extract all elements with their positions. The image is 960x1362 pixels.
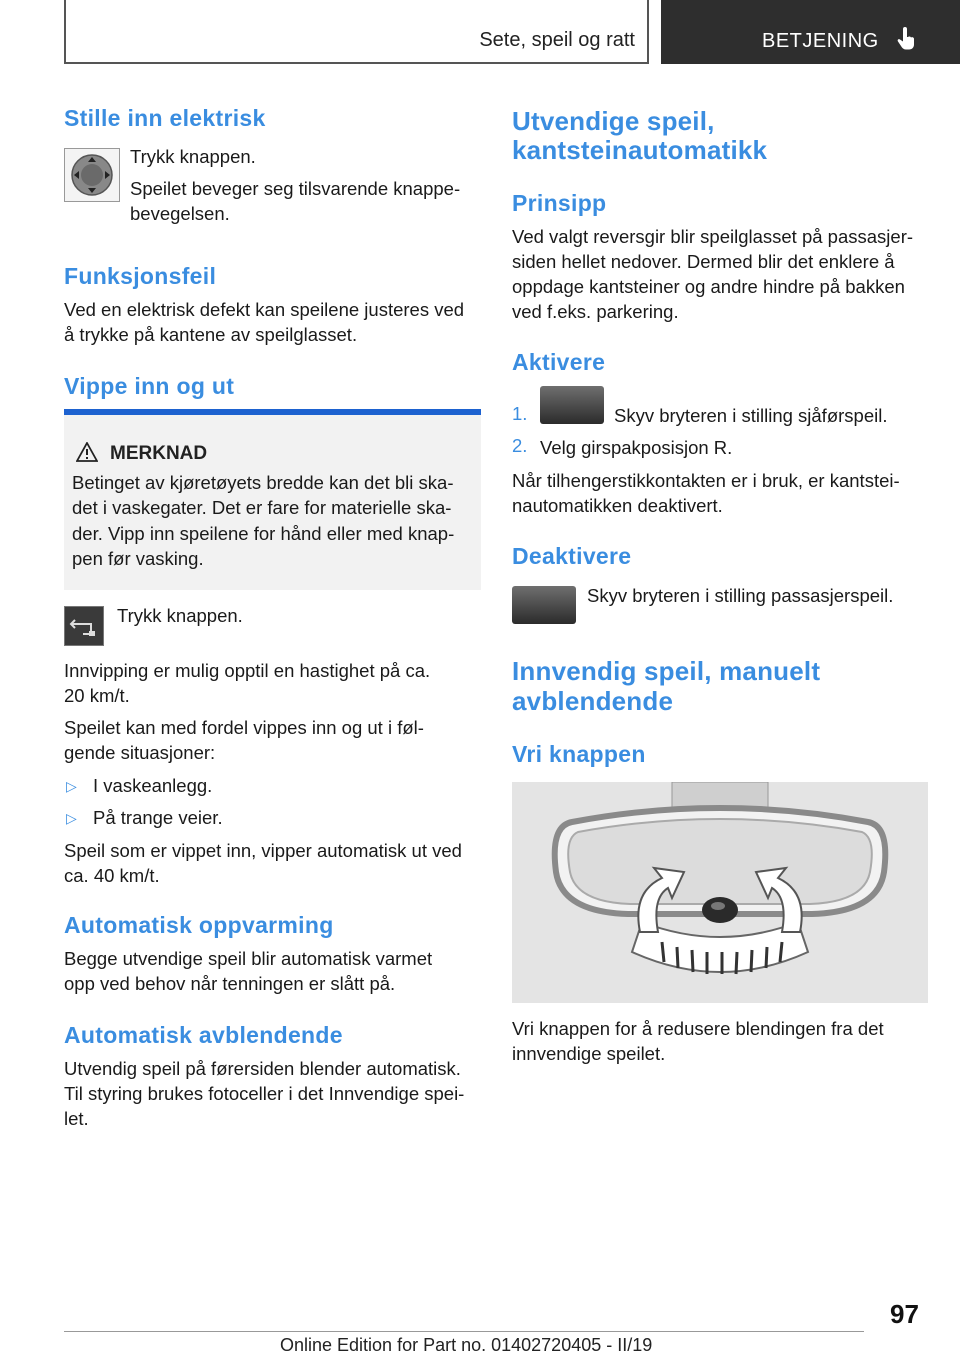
- fold-text-1: Innvipping er mulig opptil en hastighet på ca.: [64, 660, 431, 681]
- switch-passenger-position-image: [512, 586, 576, 624]
- fold-press-text: Trykk knappen.: [117, 605, 243, 626]
- principle-text-4: ved f.eks. parkering.: [512, 301, 679, 322]
- fold-text-4: gende situasjoner:: [64, 742, 216, 763]
- heading-malfunction: Funksjonsfeil: [64, 263, 217, 289]
- step-1-number: 1.: [512, 403, 528, 424]
- knob-text-1: Vri knappen for å redusere blendingen fra det: [512, 1018, 884, 1039]
- heading-auto-heating: Automatisk oppvarming: [64, 912, 334, 938]
- heading-deactivate: Deaktivere: [512, 543, 632, 569]
- footer-edition: Online Edition for Part no. 01402720405 - II/19: [280, 1335, 653, 1355]
- fold-text-3: Speilet kan med fordel vippes inn og ut i føl-: [64, 717, 424, 738]
- switch-driver-position-image: [540, 386, 604, 424]
- dim-text-2: Til styring brukes fotoceller i det Innvendige spei-: [64, 1083, 465, 1104]
- heading-activate: Aktivere: [512, 349, 606, 375]
- heading-auto-dimming: Automatisk avblendende: [64, 1022, 343, 1048]
- activate-text-1: Når tilhengerstikkontakten er i bruk, er kantstei-: [512, 470, 900, 491]
- heat-text-1: Begge utvendige speil blir automatisk varmet: [64, 948, 433, 969]
- heading-exterior-mirrors-2: kantsteinautomatikk: [512, 135, 768, 165]
- knob-text-2: innvendige speilet.: [512, 1043, 666, 1064]
- electric-instruction-2a: Speilet beveger seg tilsvarende knappe-: [130, 178, 461, 199]
- header-section-box: [64, 0, 649, 64]
- bullet-item-2: På trange veier.: [93, 807, 223, 828]
- notice-text-1: Betinget av kjøretøyets bredde kan det bli ska-: [72, 472, 454, 493]
- fold-text-6: ca. 40 km/t.: [64, 865, 160, 886]
- electric-instruction-1: Trykk knappen.: [130, 146, 256, 167]
- principle-text-3: oppdage kantsteiner og andre hindre på bakken: [512, 276, 905, 297]
- header-section-title: Sete, speil og ratt: [479, 29, 635, 51]
- bullet-marker-2: ▷: [66, 810, 77, 826]
- bullet-marker-1: ▷: [66, 778, 77, 794]
- step-2-number: 2.: [512, 435, 528, 456]
- mirror-fold-icon: [65, 607, 103, 645]
- notice-box: [64, 409, 481, 590]
- heading-exterior-mirrors-1: Utvendige speil,: [512, 106, 715, 136]
- heading-interior-mirror-2: avblendende: [512, 686, 674, 716]
- notice-title: MERKNAD: [110, 443, 208, 464]
- fold-text-5: Speil som er vippet inn, vipper automatisk ut ved: [64, 840, 462, 861]
- fault-text-1: Ved en elektrisk defekt kan speilene justeres ved: [64, 299, 465, 320]
- electric-instruction-2b: bevegelsen.: [130, 203, 230, 224]
- notice-text-3: der. Vipp inn speilene for hånd eller med knap-: [72, 523, 455, 544]
- dim-text-3: let.: [64, 1108, 89, 1129]
- fold-text-2: 20 km/t.: [64, 685, 130, 706]
- activate-text-2: nautomatikken deaktivert.: [512, 495, 723, 516]
- heading-electric-adjust: Stille inn elektrisk: [64, 105, 266, 131]
- bullet-item-1: I vaskeanlegg.: [93, 775, 213, 796]
- heat-text-2: opp ved behov når tenningen er slått på.: [64, 973, 396, 994]
- step-2-text: Velg girspakposisjon R.: [540, 437, 733, 458]
- heading-principle: Prinsipp: [512, 190, 607, 216]
- heading-turn-knob: Vri knappen: [512, 741, 646, 767]
- notice-text-4: pen før vasking.: [72, 548, 204, 569]
- hand-pointer-icon: [897, 27, 917, 51]
- fold-button-image: [64, 606, 104, 646]
- fault-text-2: å trykke på kantene av speilglasset.: [64, 324, 358, 345]
- principle-text-2: siden hellet nedover. Dermed blir det enklere å: [512, 251, 895, 272]
- mirror-adjust-button-image: [64, 148, 120, 202]
- footer-divider: [64, 1331, 864, 1332]
- interior-mirror-illustration: [512, 782, 928, 1003]
- rear-view-mirror-drawing: [512, 782, 928, 1003]
- header-chapter-title: BETJENING: [762, 30, 879, 52]
- warning-triangle-icon: [76, 442, 98, 462]
- deactivate-text: Skyv bryteren i stilling passasjerspeil.: [587, 585, 894, 606]
- step-1-text: Skyv bryteren i stilling sjåførspeil.: [614, 405, 888, 426]
- header-chapter-tab[interactable]: [661, 0, 960, 64]
- direction-pad-icon: [65, 149, 119, 201]
- dim-text-1: Utvendig speil på førersiden blender automatisk.: [64, 1058, 461, 1079]
- page-number: 97: [890, 1299, 919, 1329]
- heading-fold-in-out: Vippe inn og ut: [64, 373, 235, 399]
- notice-text-2: det i vaskegater. Det er fare for materielle ska-: [72, 497, 452, 518]
- principle-text-1: Ved valgt reversgir blir speilglasset på passasjer-: [512, 226, 914, 247]
- heading-interior-mirror-1: Innvendig speil, manuelt: [512, 656, 821, 686]
